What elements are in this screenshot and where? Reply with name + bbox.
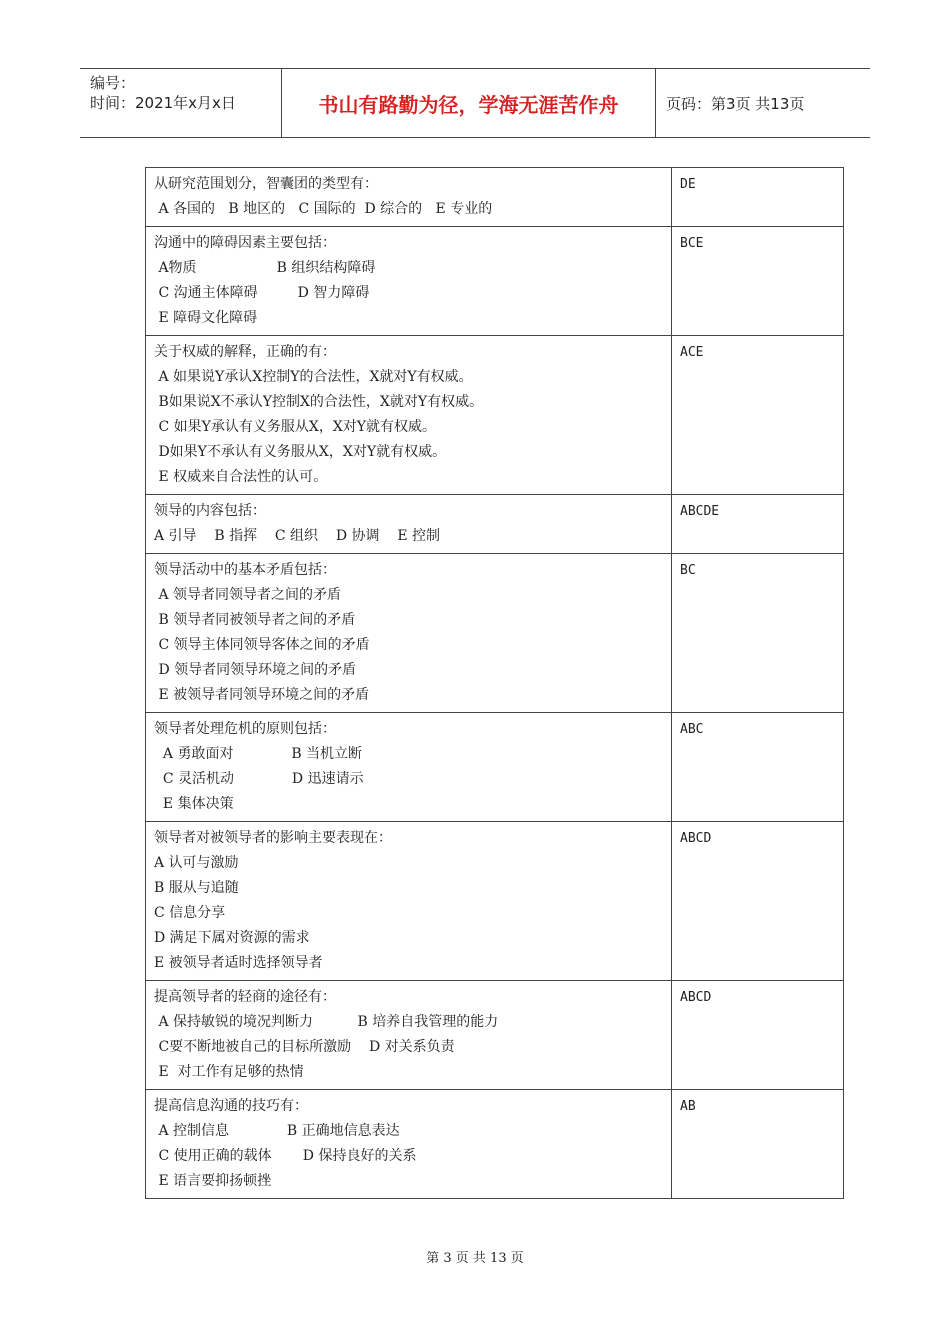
question-stem: 领导者处理危机的原则包括：	[154, 721, 336, 737]
header-meta	[80, 69, 282, 137]
header-page-info: 页码：第3页 共13页	[666, 94, 805, 113]
question-option: A 控制信息 B 正确地信息表达	[154, 1123, 400, 1139]
question-row	[146, 336, 844, 495]
question-cell	[146, 713, 672, 822]
question-option: C 如果Y承认有义务服从X，X对Y就有权威。	[154, 419, 437, 435]
answer-cell: BCE	[672, 227, 844, 336]
question-option: E 被领导者适时选择领导者	[154, 955, 323, 971]
question-option: E 障碍文化障碍	[154, 310, 258, 326]
question-option: C 领导主体同领导客体之间的矛盾	[154, 637, 370, 653]
answer-cell: ABC	[672, 713, 844, 822]
question-option: B如果说X不承认Y控制X的合法性，X就对Y有权威。	[154, 394, 484, 410]
question-option: B 领导者同被领导者之间的矛盾	[154, 612, 356, 628]
question-stem: 领导者对被领导者的影响主要表现在：	[154, 830, 392, 846]
question-option: D 满足下属对资源的需求	[154, 930, 310, 946]
question-option: A 勇敢面对 B 当机立断	[154, 746, 363, 762]
question-row	[146, 981, 844, 1090]
question-stem: 领导活动中的基本矛盾包括：	[154, 562, 336, 578]
question-cell	[146, 168, 672, 227]
header-motto: 书山有路勤为径，学海无涯苦作舟	[282, 69, 656, 137]
answer-cell: ACE	[672, 336, 844, 495]
answer-cell: DE	[672, 168, 844, 227]
question-option: E 集体决策	[154, 796, 234, 812]
page-footer: 第 3 页 共 13 页	[426, 1251, 524, 1266]
question-stem: 关于权威的解释，正确的有：	[154, 344, 336, 360]
question-option: C 灵活机动 D 迅速请示	[154, 771, 364, 787]
question-table	[145, 167, 844, 1199]
question-option: A 保持敏锐的境况判断力 B 培养自我管理的能力	[154, 1014, 499, 1030]
number-label: 编号：	[90, 74, 136, 92]
question-cell	[146, 1090, 672, 1199]
question-row	[146, 168, 844, 227]
question-option: A 如果说Y承认X控制Y的合法性，X就对Y有权威。	[154, 369, 473, 385]
question-option: C要不断地被自己的目标所激励 D 对关系负责	[154, 1039, 455, 1055]
question-option: A 领导者同领导者之间的矛盾	[154, 587, 342, 603]
question-option: C 使用正确的载体 D 保持良好的关系	[154, 1148, 417, 1164]
question-row	[146, 822, 844, 981]
question-row	[146, 495, 844, 554]
question-stem: 从研究范围划分，智囊团的类型有：	[154, 176, 378, 192]
question-option: E 语言要抑扬顿挫	[154, 1173, 272, 1189]
question-row	[146, 713, 844, 822]
question-option: A 各国的 B 地区的 C 国际的 D 综合的 E 专业的	[154, 201, 493, 217]
question-option: E 权威来自合法性的认可。	[154, 469, 328, 485]
question-row	[146, 227, 844, 336]
question-option: A 认可与激励	[154, 855, 239, 871]
page-header	[80, 68, 870, 138]
question-cell	[146, 227, 672, 336]
question-option: C 沟通主体障碍 D 智力障碍	[154, 285, 370, 301]
answer-cell: ABCD	[672, 981, 844, 1090]
question-option: E 被领导者同领导环境之间的矛盾	[154, 687, 370, 703]
question-stem: 提高信息沟通的技巧有：	[154, 1098, 308, 1114]
question-option: C 信息分享	[154, 905, 226, 921]
question-option: E 对工作有足够的热情	[154, 1064, 304, 1080]
question-cell	[146, 981, 672, 1090]
question-cell	[146, 495, 672, 554]
question-stem: 提高领导者的轻商的途径有：	[154, 989, 336, 1005]
question-option: A 引导 B 指挥 C 组织 D 协调 E 控制	[154, 528, 441, 544]
question-stem: 领导的内容包括：	[154, 503, 266, 519]
question-cell	[146, 554, 672, 713]
question-stem: 沟通中的障碍因素主要包括：	[154, 235, 336, 251]
question-option: D如果Y不承认有义务服从X，X对Y就有权威。	[154, 444, 447, 460]
answer-cell: AB	[672, 1090, 844, 1199]
question-row	[146, 554, 844, 713]
question-cell	[146, 336, 672, 495]
answer-cell: BC	[672, 554, 844, 713]
question-option: D 领导者同领导环境之间的矛盾	[154, 662, 357, 678]
answer-cell: ABCDE	[672, 495, 844, 554]
question-cell	[146, 822, 672, 981]
question-option: B 服从与追随	[154, 880, 239, 896]
question-row	[146, 1090, 844, 1199]
answer-cell: ABCD	[672, 822, 844, 981]
question-option: A物质 B 组织结构障碍	[154, 260, 376, 276]
time-label: 时间：2021年x月x日	[90, 94, 236, 112]
